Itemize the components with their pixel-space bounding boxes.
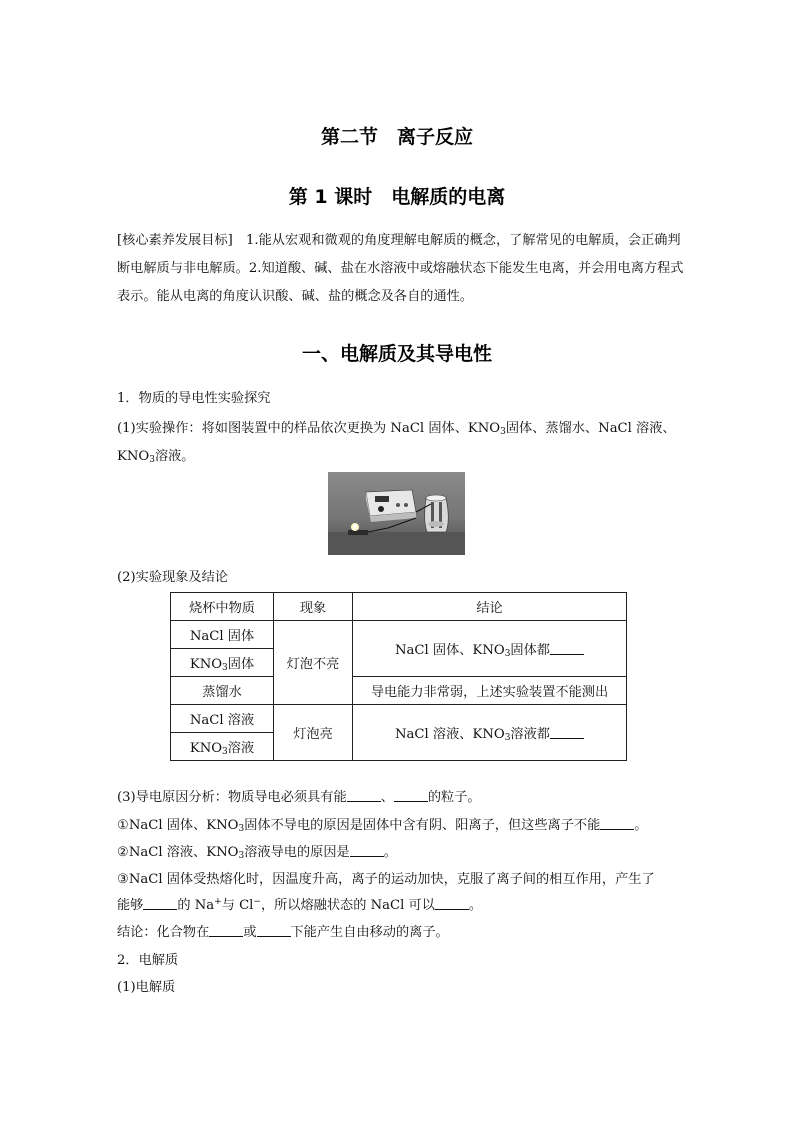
goals-tag: [核心素养发展目标] xyxy=(117,233,233,248)
conclusion-text-end: 固体都 xyxy=(510,642,550,658)
text: 结论：化合物在 xyxy=(117,925,210,940)
op-text-end: 固体、蒸馏水、NaCl 溶液、 xyxy=(505,421,676,436)
learning-goals xyxy=(117,227,687,311)
text: 与 Cl xyxy=(221,898,254,913)
conclusion-text: NaCl 溶液、KNO xyxy=(395,726,505,742)
fill-blank[interactable] xyxy=(257,924,291,937)
item2-heading: 2．电解质 xyxy=(117,953,179,968)
table-row xyxy=(171,677,627,705)
fill-blank[interactable] xyxy=(350,844,384,857)
apparatus-illustration xyxy=(328,472,465,555)
text: ，所以熔融状态的 NaCl 可以 xyxy=(260,898,435,913)
substance-text: KNO xyxy=(189,656,223,672)
fill-blank[interactable] xyxy=(435,897,469,910)
subscript: 3 xyxy=(504,648,511,659)
fill-blank[interactable] xyxy=(600,817,634,830)
table-row xyxy=(171,705,627,733)
op-text-end: 溶液。 xyxy=(154,449,195,464)
analysis-line-2 xyxy=(117,814,647,834)
analysis-line-5 xyxy=(117,894,482,913)
text: 或 xyxy=(243,925,257,940)
text: 、 xyxy=(380,790,394,805)
text: 能够 xyxy=(117,898,144,913)
text: ②NaCl 溶液、KNO xyxy=(117,845,239,860)
superscript: − xyxy=(253,897,261,907)
conclusion-water: 导电能力非常弱，上述实验装置不能测出 xyxy=(353,677,627,705)
fill-blank[interactable] xyxy=(394,789,428,802)
section-title: 第二节 离子反应 xyxy=(320,126,473,148)
text: 固体不导电的原因是固体中含有阴、阳离子，但这些离子不能 xyxy=(244,818,601,833)
text: 溶液导电的原因是 xyxy=(244,845,350,860)
fill-blank[interactable] xyxy=(143,897,177,910)
goals-text: 1.能从宏观和微观的角度理解电解质的概念，了解常见的电解质，会正确判断电解质与非电解质。2.知道酸、碱、盐在水溶液中或熔融状态下能发生电离，并会用电离方程式表示。能从电离的角度认识酸、碱、盐的概念及各自的通性。 xyxy=(117,233,684,304)
subscript: 3 xyxy=(149,455,155,465)
conclusion-line xyxy=(117,921,449,940)
analysis-line-4: ③NaCl 固体受热熔化时，因温度升高，离子的运动加快，克服了离子间的相互作用，产生了 xyxy=(117,872,655,887)
header-conclusion: 结论 xyxy=(353,593,627,621)
conductivity-apparatus-photo xyxy=(328,472,465,555)
text: 的 Na xyxy=(177,898,215,913)
substance-text-end: 固体 xyxy=(227,656,255,672)
header-phenomenon: 现象 xyxy=(274,593,353,621)
op-text: (1)实验操作：将如图装置中的样品依次更换为 NaCl 固体、KNO xyxy=(117,421,501,436)
subscript: 3 xyxy=(238,851,245,861)
item2-subheading: (1)电解质 xyxy=(117,980,176,995)
subscript: 3 xyxy=(500,427,506,437)
conclusion-solutions xyxy=(353,705,627,761)
header-substance: 烧杯中物质 xyxy=(171,593,274,621)
substance-text-end: 溶液 xyxy=(227,740,255,756)
operation-line-2 xyxy=(117,445,195,465)
conclusion-text-end: 溶液都 xyxy=(510,726,550,742)
analysis-line-1 xyxy=(117,786,481,805)
subscript: 3 xyxy=(504,732,511,743)
conclusion-solids xyxy=(353,621,627,677)
table-header-row xyxy=(171,593,627,621)
fill-blank[interactable] xyxy=(550,642,584,655)
subscript: 3 xyxy=(222,746,228,757)
phenomenon-not-bright: 灯泡不亮 xyxy=(274,621,353,705)
subscript: 3 xyxy=(238,824,245,834)
table-row xyxy=(171,621,627,649)
substance-water: 蒸馏水 xyxy=(171,677,274,705)
analysis-line-3 xyxy=(117,841,397,861)
fill-blank[interactable] xyxy=(209,924,243,937)
substance-nacl-solid: NaCl 固体 xyxy=(171,621,274,649)
conclusion-text: NaCl 固体、KNO xyxy=(395,642,505,658)
substance-text: KNO xyxy=(189,740,223,756)
fill-blank[interactable] xyxy=(550,726,584,739)
phenomenon-bright: 灯泡亮 xyxy=(274,705,353,761)
operation-line-1 xyxy=(117,417,676,437)
fill-blank[interactable] xyxy=(347,789,381,802)
subscript: 3 xyxy=(222,662,228,673)
lesson-title: 第 1 课时 电解质的电离 xyxy=(288,186,506,208)
substance-kno3-solution xyxy=(171,733,274,761)
superscript: + xyxy=(214,897,222,907)
text: (3)导电原因分析：物质导电必须具有能 xyxy=(117,790,347,805)
item1-heading: 1．物质的导电性实验探究 xyxy=(117,391,271,406)
text: 。 xyxy=(634,818,648,833)
text: ①NaCl 固体、KNO xyxy=(117,818,239,833)
text: 。 xyxy=(468,898,483,913)
text: 下能产生自由移动的离子。 xyxy=(290,925,449,940)
experiment-table xyxy=(170,592,627,761)
text: 的粒子。 xyxy=(427,790,481,805)
substance-nacl-solution: NaCl 溶液 xyxy=(171,705,274,733)
op-text: KNO xyxy=(117,449,150,464)
substance-kno3-solid xyxy=(171,649,274,677)
phenomena-heading: (2)实验现象及结论 xyxy=(117,570,228,585)
part-heading: 一、电解质及其导电性 xyxy=(301,343,492,365)
text: 。 xyxy=(383,845,397,860)
